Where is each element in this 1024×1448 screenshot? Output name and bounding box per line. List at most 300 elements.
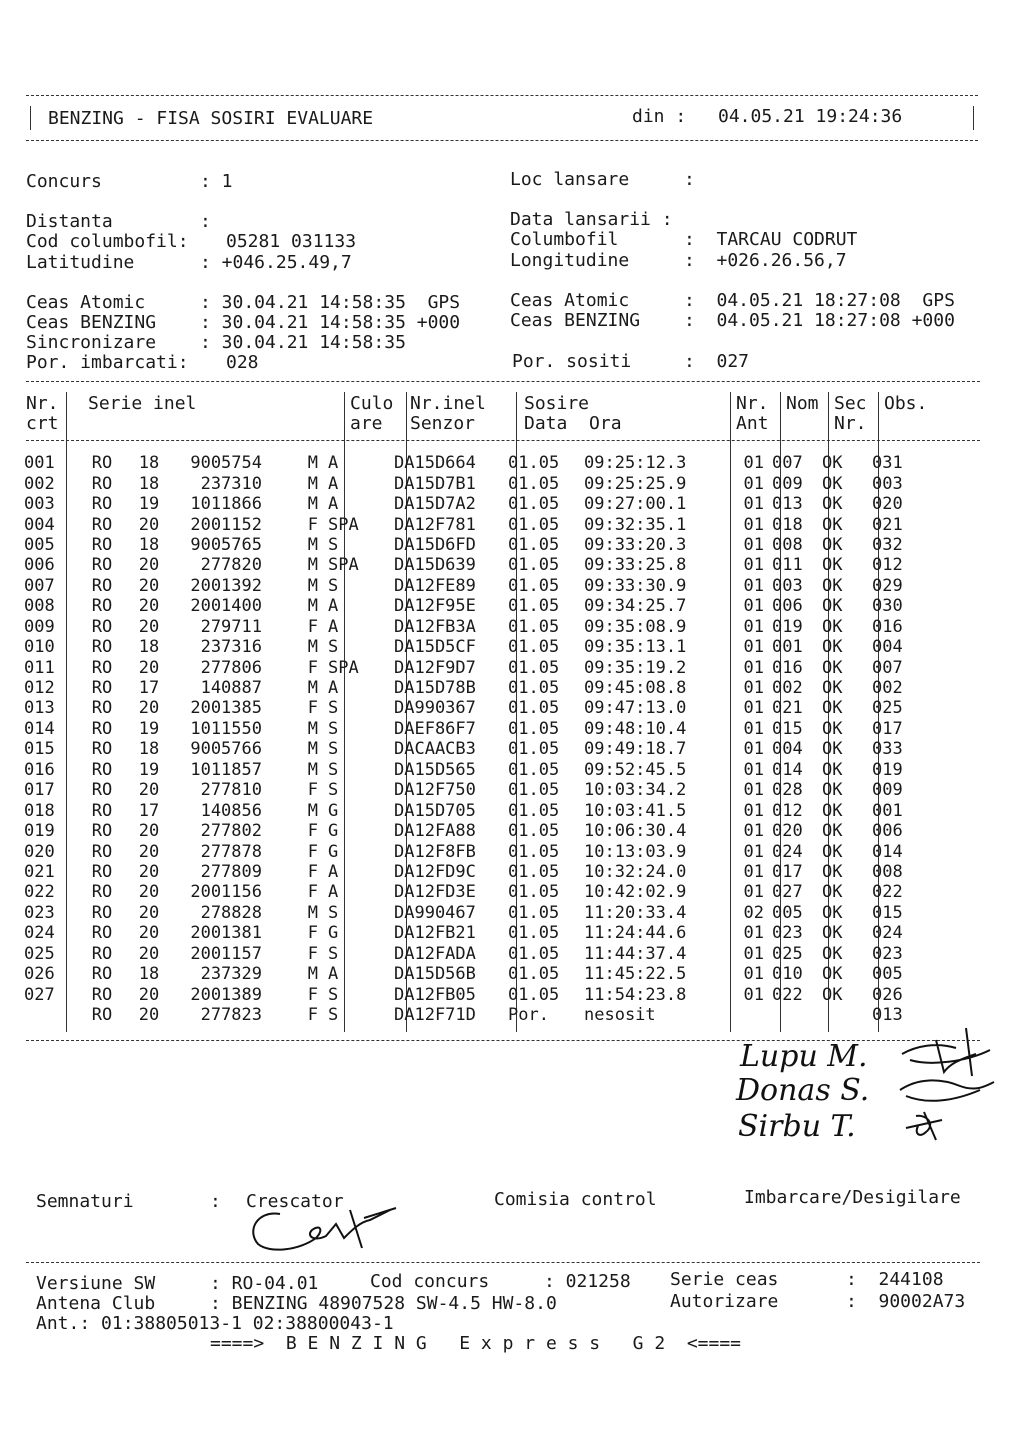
ring-number-cell: 9005765 <box>190 534 262 555</box>
arrival-time-cell: 11:54:23.8 <box>584 984 687 1005</box>
ring-number-cell: 277809 <box>200 861 262 882</box>
antenna-number-cell <box>714 1005 770 1025</box>
color-cell: G <box>328 923 339 944</box>
nom-number-cell: 022 <box>772 984 803 1005</box>
observation-cell: 015 <box>872 902 903 923</box>
security-status-cell <box>820 1005 866 1025</box>
arrival-date-cell: 01.05 <box>508 698 560 719</box>
arrival-date-cell: 01.05 <box>508 943 560 964</box>
arrival-time-cell: 11:44:37.4 <box>584 943 687 964</box>
arrival-date-cell: 01.05 <box>508 453 560 474</box>
th-nom: Nom <box>786 393 819 414</box>
observation-cell: 024 <box>872 923 903 944</box>
footer-rule <box>26 1262 980 1263</box>
color-cell: S <box>328 575 339 596</box>
antenna-number-cell: 01 <box>743 861 764 882</box>
longitudine-label: Longitudine <box>510 250 630 271</box>
versiune-sw-value: : RO-04.01 <box>210 1273 319 1294</box>
sex-cell: M <box>307 637 318 658</box>
ring-number-cell: 140887 <box>200 678 262 699</box>
observation-cell: 017 <box>872 718 903 739</box>
country-code-cell: RO <box>91 1005 113 1026</box>
nom-number-cell: 011 <box>772 555 803 576</box>
din-label: din : <box>632 106 687 127</box>
cod-columbofil-label: Cod columbofil: <box>26 231 189 252</box>
row-number-cell: 008 <box>24 596 55 617</box>
nom-number-cell: 007 <box>772 453 803 474</box>
ring-year-cell: 19 <box>138 718 160 739</box>
nom-number-cell: 020 <box>772 821 803 842</box>
security-status-cell: OK <box>822 616 843 637</box>
arrival-time-cell: 10:42:02.9 <box>584 882 687 903</box>
country-code-cell: RO <box>91 943 113 964</box>
arrival-time-cell: 09:35:13.1 <box>584 637 687 658</box>
sensor-ring-cell: DA15D639 <box>394 555 476 576</box>
country-code-cell: RO <box>91 453 113 474</box>
semnaturi-colon: : <box>210 1191 221 1212</box>
observation-cell: 005 <box>872 964 903 985</box>
serie-ceas-value: : 244108 <box>846 1269 944 1290</box>
nom-number-cell: 016 <box>772 657 803 678</box>
country-code-cell: RO <box>91 861 113 882</box>
sensor-ring-cell: DA12F71D <box>394 1005 476 1026</box>
security-status-cell: OK <box>822 555 843 576</box>
nom-number-cell: 010 <box>772 964 803 985</box>
color-cell: A <box>328 473 339 494</box>
ring-number-cell: 2001400 <box>190 596 262 617</box>
ring-year-cell: 18 <box>138 534 160 555</box>
arrival-date-cell: 01.05 <box>508 616 560 637</box>
arrival-time-cell: 09:52:45.5 <box>584 759 687 780</box>
security-status-cell: OK <box>822 882 843 903</box>
country-code-cell: RO <box>91 678 113 699</box>
ring-year-cell: 19 <box>138 494 160 515</box>
security-status-cell: OK <box>822 984 843 1005</box>
arrival-date-cell: 01.05 <box>508 534 560 555</box>
sensor-ring-cell: DA12FB05 <box>394 984 476 1005</box>
sex-cell: F <box>307 882 318 903</box>
observation-cell: 021 <box>872 514 903 535</box>
sex-cell: M <box>307 678 318 699</box>
row-number-cell: 025 <box>24 943 55 964</box>
nom-number-cell: 025 <box>772 943 803 964</box>
arrival-date-cell: 01.05 <box>508 657 560 678</box>
serie-ceas-label: Serie ceas <box>670 1269 779 1290</box>
arrivals-table <box>24 453 942 1025</box>
sex-cell: F <box>307 657 318 678</box>
sex-cell: M <box>307 964 318 985</box>
antenna-number-cell: 01 <box>743 494 764 515</box>
observation-cell: 029 <box>872 575 903 596</box>
sex-cell: F <box>307 780 318 801</box>
sensor-ring-cell: DA12F95E <box>394 596 476 617</box>
por-sositi-value: : 027 <box>684 351 750 372</box>
arrival-time-cell: 09:32:35.1 <box>584 514 687 535</box>
arrival-date-cell: 01.05 <box>508 800 560 821</box>
sensor-ring-cell: DA990367 <box>394 698 476 719</box>
table-row <box>24 617 942 637</box>
comisia-control-label: Comisia control <box>494 1189 657 1210</box>
ring-number-cell: 279711 <box>200 616 262 637</box>
color-cell: S <box>328 902 339 923</box>
por-sositi-label: Por. sositi <box>512 351 632 372</box>
country-code-cell: RO <box>91 657 113 678</box>
arrival-date-cell: 01.05 <box>508 575 560 596</box>
th-serie-inel: Serie inel <box>88 393 197 414</box>
antenna-number-cell: 01 <box>743 718 764 739</box>
longitudine-value: : +026.26.56,7 <box>684 250 847 271</box>
table-row <box>24 514 942 534</box>
ceas-atomic-label: Ceas Atomic <box>26 292 146 313</box>
ring-year-cell: 18 <box>138 637 160 658</box>
security-status-cell: OK <box>822 923 843 944</box>
arrival-date-cell: 01.05 <box>508 739 560 760</box>
observation-cell: 033 <box>872 739 903 760</box>
observation-cell: 020 <box>872 494 903 515</box>
antenna-number-cell: 01 <box>743 616 764 637</box>
ring-number-cell: 2001389 <box>190 984 262 1005</box>
observation-cell: 026 <box>872 984 903 1005</box>
security-status-cell: OK <box>822 861 843 882</box>
antenna-number-cell: 01 <box>743 453 764 474</box>
security-status-cell: OK <box>822 698 843 719</box>
ring-number-cell: 2001385 <box>190 698 262 719</box>
arrival-time-cell: 10:06:30.4 <box>584 821 687 842</box>
th-obs: Obs. <box>884 393 928 414</box>
ring-year-cell: 20 <box>138 882 160 903</box>
sex-cell: M <box>307 759 318 780</box>
ceas-atomic-label-right: Ceas Atomic <box>510 290 630 311</box>
nom-number-cell: 008 <box>772 534 803 555</box>
row-number-cell: 018 <box>24 800 55 821</box>
sex-cell: M <box>307 575 318 596</box>
row-number-cell: 010 <box>24 637 55 658</box>
ring-year-cell: 20 <box>138 780 160 801</box>
sex-cell: M <box>307 718 318 739</box>
ring-year-cell: 20 <box>138 841 160 862</box>
columbofil-label: Columbofil <box>510 229 619 250</box>
antenna-number-cell: 01 <box>743 473 764 494</box>
arrival-time-cell: 09:25:12.3 <box>584 453 687 474</box>
country-code-cell: RO <box>91 841 113 862</box>
semnaturi-label: Semnaturi <box>36 1191 134 1212</box>
ring-number-cell: 1011866 <box>190 494 262 515</box>
color-cell: S <box>328 759 339 780</box>
security-status-cell: OK <box>822 596 843 617</box>
observation-cell: 012 <box>872 555 903 576</box>
arrival-time-cell: 09:27:00.1 <box>584 494 687 515</box>
color-cell: A <box>328 596 339 617</box>
security-status-cell: OK <box>822 494 843 515</box>
sincronizare-label: Sincronizare <box>26 332 157 353</box>
table-top-rule <box>26 381 980 382</box>
security-status-cell: OK <box>822 739 843 760</box>
arrival-time-cell: 10:32:24.0 <box>584 861 687 882</box>
sensor-ring-cell: DA12F9D7 <box>394 657 476 678</box>
imbarcare-desigilare-label: Imbarcare/Desigilare <box>744 1187 961 1208</box>
country-code-cell: RO <box>91 473 113 494</box>
sex-cell: M <box>307 494 318 515</box>
th-sosire-2: Data Ora <box>524 413 622 434</box>
antenna-number-cell: 01 <box>743 759 764 780</box>
color-cell: A <box>328 678 339 699</box>
table-row <box>24 576 942 596</box>
ring-number-cell: 237329 <box>200 964 262 985</box>
nom-number-cell: 018 <box>772 514 803 535</box>
observation-cell: 007 <box>872 657 903 678</box>
observation-cell: 006 <box>872 821 903 842</box>
antenna-number-cell: 01 <box>743 555 764 576</box>
color-cell: A <box>328 861 339 882</box>
sensor-ring-cell: DA15D6FD <box>394 534 476 555</box>
ring-year-cell: 20 <box>138 596 160 617</box>
ring-year-cell: 20 <box>138 1005 160 1026</box>
country-code-cell: RO <box>91 718 113 739</box>
country-code-cell: RO <box>91 698 113 719</box>
antenna-number-cell: 01 <box>743 637 764 658</box>
ring-year-cell: 20 <box>138 657 160 678</box>
table-row <box>24 555 942 575</box>
security-status-cell: OK <box>822 943 843 964</box>
table-row <box>24 944 942 964</box>
ring-number-cell: 277810 <box>200 780 262 801</box>
arrival-date-cell: 01.05 <box>508 882 560 903</box>
th-sosire-1: Sosire <box>524 393 590 414</box>
ring-year-cell: 18 <box>138 473 160 494</box>
data-lansarii-label: Data lansarii : <box>510 209 673 230</box>
security-status-cell: OK <box>822 453 843 474</box>
nom-number-cell: 009 <box>772 473 803 494</box>
th-sec-1: Sec <box>834 393 867 414</box>
country-code-cell: RO <box>91 494 113 515</box>
table-row <box>24 780 942 800</box>
country-code-cell: RO <box>91 923 113 944</box>
color-cell: G <box>328 821 339 842</box>
country-code-cell: RO <box>91 902 113 923</box>
arrival-time-cell: 09:47:13.0 <box>584 698 687 719</box>
arrival-time-cell: 10:03:41.5 <box>584 800 687 821</box>
antenna-number-cell: 01 <box>743 841 764 862</box>
observation-cell: 025 <box>872 698 903 719</box>
row-number-cell: 026 <box>24 964 55 985</box>
security-status-cell: OK <box>822 534 843 555</box>
table-row <box>24 821 942 841</box>
autorizare-value: : 90002A73 <box>846 1291 966 1312</box>
ring-year-cell: 18 <box>138 739 160 760</box>
distanta-label: Distanta <box>26 211 113 232</box>
arrival-time-cell: nesosit <box>584 1005 656 1026</box>
row-number-cell: 015 <box>24 739 55 760</box>
handwritten-name-2: Donas S. <box>736 1073 870 1108</box>
security-status-cell: OK <box>822 637 843 658</box>
security-status-cell: OK <box>822 473 843 494</box>
sex-cell: F <box>307 923 318 944</box>
antena-club-label: Antena Club <box>36 1293 156 1314</box>
nom-number-cell: 017 <box>772 861 803 882</box>
ring-year-cell: 20 <box>138 902 160 923</box>
th-crt: crt <box>26 413 59 434</box>
row-number-cell: 022 <box>24 882 55 903</box>
antenna-number-cell: 01 <box>743 882 764 903</box>
observation-cell: 004 <box>872 637 903 658</box>
sensor-ring-cell: DA12F781 <box>394 514 476 535</box>
latitudine-value: : +046.25.49,7 <box>200 252 352 273</box>
th-nr: Nr. <box>26 393 59 414</box>
sensor-ring-cell: DA12FE89 <box>394 575 476 596</box>
sex-cell: F <box>307 861 318 882</box>
security-status-cell: OK <box>822 575 843 596</box>
ring-number-cell: 9005766 <box>190 739 262 760</box>
color-cell: S <box>328 943 339 964</box>
color-cell: SPA <box>328 555 359 576</box>
table-row <box>24 903 942 923</box>
security-status-cell: OK <box>822 780 843 801</box>
security-status-cell: OK <box>822 821 843 842</box>
table-row <box>24 596 942 616</box>
ring-number-cell: 1011857 <box>190 759 262 780</box>
arrival-date-cell: 01.05 <box>508 841 560 862</box>
row-number-cell: 003 <box>24 494 55 515</box>
sensor-ring-cell: DA12FADA <box>394 943 476 964</box>
ceas-benzing-label-right: Ceas BENZING <box>510 310 641 331</box>
arrival-time-cell: 09:34:25.7 <box>584 596 687 617</box>
observation-cell: 003 <box>872 473 903 494</box>
crescator-signature <box>240 1200 400 1256</box>
row-number-cell: 024 <box>24 923 55 944</box>
arrival-date-cell: 01.05 <box>508 964 560 985</box>
country-code-cell: RO <box>91 637 113 658</box>
nom-number-cell: 027 <box>772 882 803 903</box>
row-number-cell: 014 <box>24 718 55 739</box>
loc-lansare-label: Loc lansare <box>510 169 630 190</box>
arrival-time-cell: 09:49:18.7 <box>584 739 687 760</box>
antenna-number-cell: 01 <box>743 657 764 678</box>
nom-number-cell: 015 <box>772 718 803 739</box>
cod-columbofil-value: 05281 031133 <box>226 231 357 252</box>
arrival-date-cell: 01.05 <box>508 923 560 944</box>
sex-cell: F <box>307 616 318 637</box>
ring-year-cell: 18 <box>138 453 160 474</box>
arrival-time-cell: 09:45:08.8 <box>584 678 687 699</box>
row-number-cell: 009 <box>24 616 55 637</box>
row-number-cell: 001 <box>24 453 55 474</box>
sensor-ring-cell: DA15D7B1 <box>394 473 476 494</box>
ring-number-cell: 9005754 <box>190 453 262 474</box>
table-row <box>24 657 942 677</box>
row-number-cell: 005 <box>24 534 55 555</box>
concurs-label: Concurs <box>26 171 102 192</box>
header-right-bar <box>973 106 974 130</box>
observation-cell: 022 <box>872 882 903 903</box>
ring-number-cell: 277802 <box>200 821 262 842</box>
nom-number-cell: 013 <box>772 494 803 515</box>
ring-year-cell: 20 <box>138 575 160 596</box>
observation-cell: 009 <box>872 780 903 801</box>
country-code-cell: RO <box>91 616 113 637</box>
ring-number-cell: 277878 <box>200 841 262 862</box>
nom-number-cell: 003 <box>772 575 803 596</box>
sex-cell: M <box>307 596 318 617</box>
concurs-value: : 1 <box>200 171 233 192</box>
antenna-serials: Ant.: 01:38805013-1 02:38800043-1 <box>36 1313 394 1334</box>
table-row <box>24 698 942 718</box>
table-row <box>24 719 942 739</box>
nom-number-cell: 001 <box>772 637 803 658</box>
country-code-cell: RO <box>91 800 113 821</box>
nom-number-cell: 005 <box>772 902 803 923</box>
country-code-cell: RO <box>91 984 113 1005</box>
versiune-sw-label: Versiune SW <box>36 1273 156 1294</box>
arrival-date-cell: 01.05 <box>508 902 560 923</box>
table-row <box>24 494 942 514</box>
table-row <box>24 739 942 759</box>
ring-number-cell: 277806 <box>200 657 262 678</box>
arrival-time-cell: 09:35:19.2 <box>584 657 687 678</box>
ring-number-cell: 237310 <box>200 473 262 494</box>
sensor-ring-cell: DAEF86F7 <box>394 718 476 739</box>
ring-number-cell: 237316 <box>200 637 262 658</box>
din-timestamp: 04.05.21 19:24:36 <box>718 106 903 127</box>
color-cell: S <box>328 637 339 658</box>
sex-cell: F <box>307 514 318 535</box>
color-cell: S <box>328 718 339 739</box>
sex-cell: M <box>307 453 318 474</box>
ring-year-cell: 20 <box>138 861 160 882</box>
ceas-benzing-right: : 04.05.21 18:27:08 +000 <box>684 310 955 331</box>
table-row <box>24 1005 942 1025</box>
ring-year-cell: 17 <box>138 678 160 699</box>
ring-year-cell: 18 <box>138 964 160 985</box>
ring-year-cell: 20 <box>138 923 160 944</box>
observation-cell: 002 <box>872 678 903 699</box>
table-row <box>24 760 942 780</box>
color-cell: S <box>328 780 339 801</box>
sex-cell: M <box>307 739 318 760</box>
latitudine-label: Latitudine <box>26 252 135 273</box>
antena-club-value: : BENZING 48907528 SW-4.5 HW-8.0 <box>210 1293 557 1314</box>
antenna-number-cell: 01 <box>743 943 764 964</box>
color-cell: A <box>328 882 339 903</box>
antenna-number-cell: 01 <box>743 780 764 801</box>
sex-cell: M <box>307 902 318 923</box>
arrival-date-cell: 01.05 <box>508 555 560 576</box>
row-number-cell: 002 <box>24 473 55 494</box>
handwritten-name-1: Lupu M. <box>740 1039 868 1074</box>
sensor-ring-cell: DA990467 <box>394 902 476 923</box>
row-number-cell: 017 <box>24 780 55 801</box>
columbofil-value: : TARCAU CODRUT <box>684 229 858 250</box>
antenna-number-cell: 01 <box>743 964 764 985</box>
row-number-cell: 007 <box>24 575 55 596</box>
country-code-cell: RO <box>91 759 113 780</box>
color-cell: A <box>328 616 339 637</box>
arrival-time-cell: 09:33:30.9 <box>584 575 687 596</box>
arrival-time-cell: 09:33:20.3 <box>584 534 687 555</box>
committee-signatures <box>896 1020 1000 1150</box>
sex-cell: F <box>307 943 318 964</box>
country-code-cell: RO <box>91 575 113 596</box>
sensor-ring-cell: DA12FD9C <box>394 861 476 882</box>
observation-cell: 031 <box>872 453 903 474</box>
color-cell: SPA <box>328 514 359 535</box>
color-cell: SPA <box>328 657 359 678</box>
table-row <box>24 841 942 861</box>
nom-number-cell: 006 <box>772 596 803 617</box>
arrival-time-cell: 09:33:25.8 <box>584 555 687 576</box>
arrivals-table-body <box>24 453 942 1025</box>
sex-cell: M <box>307 555 318 576</box>
ring-year-cell: 20 <box>138 698 160 719</box>
